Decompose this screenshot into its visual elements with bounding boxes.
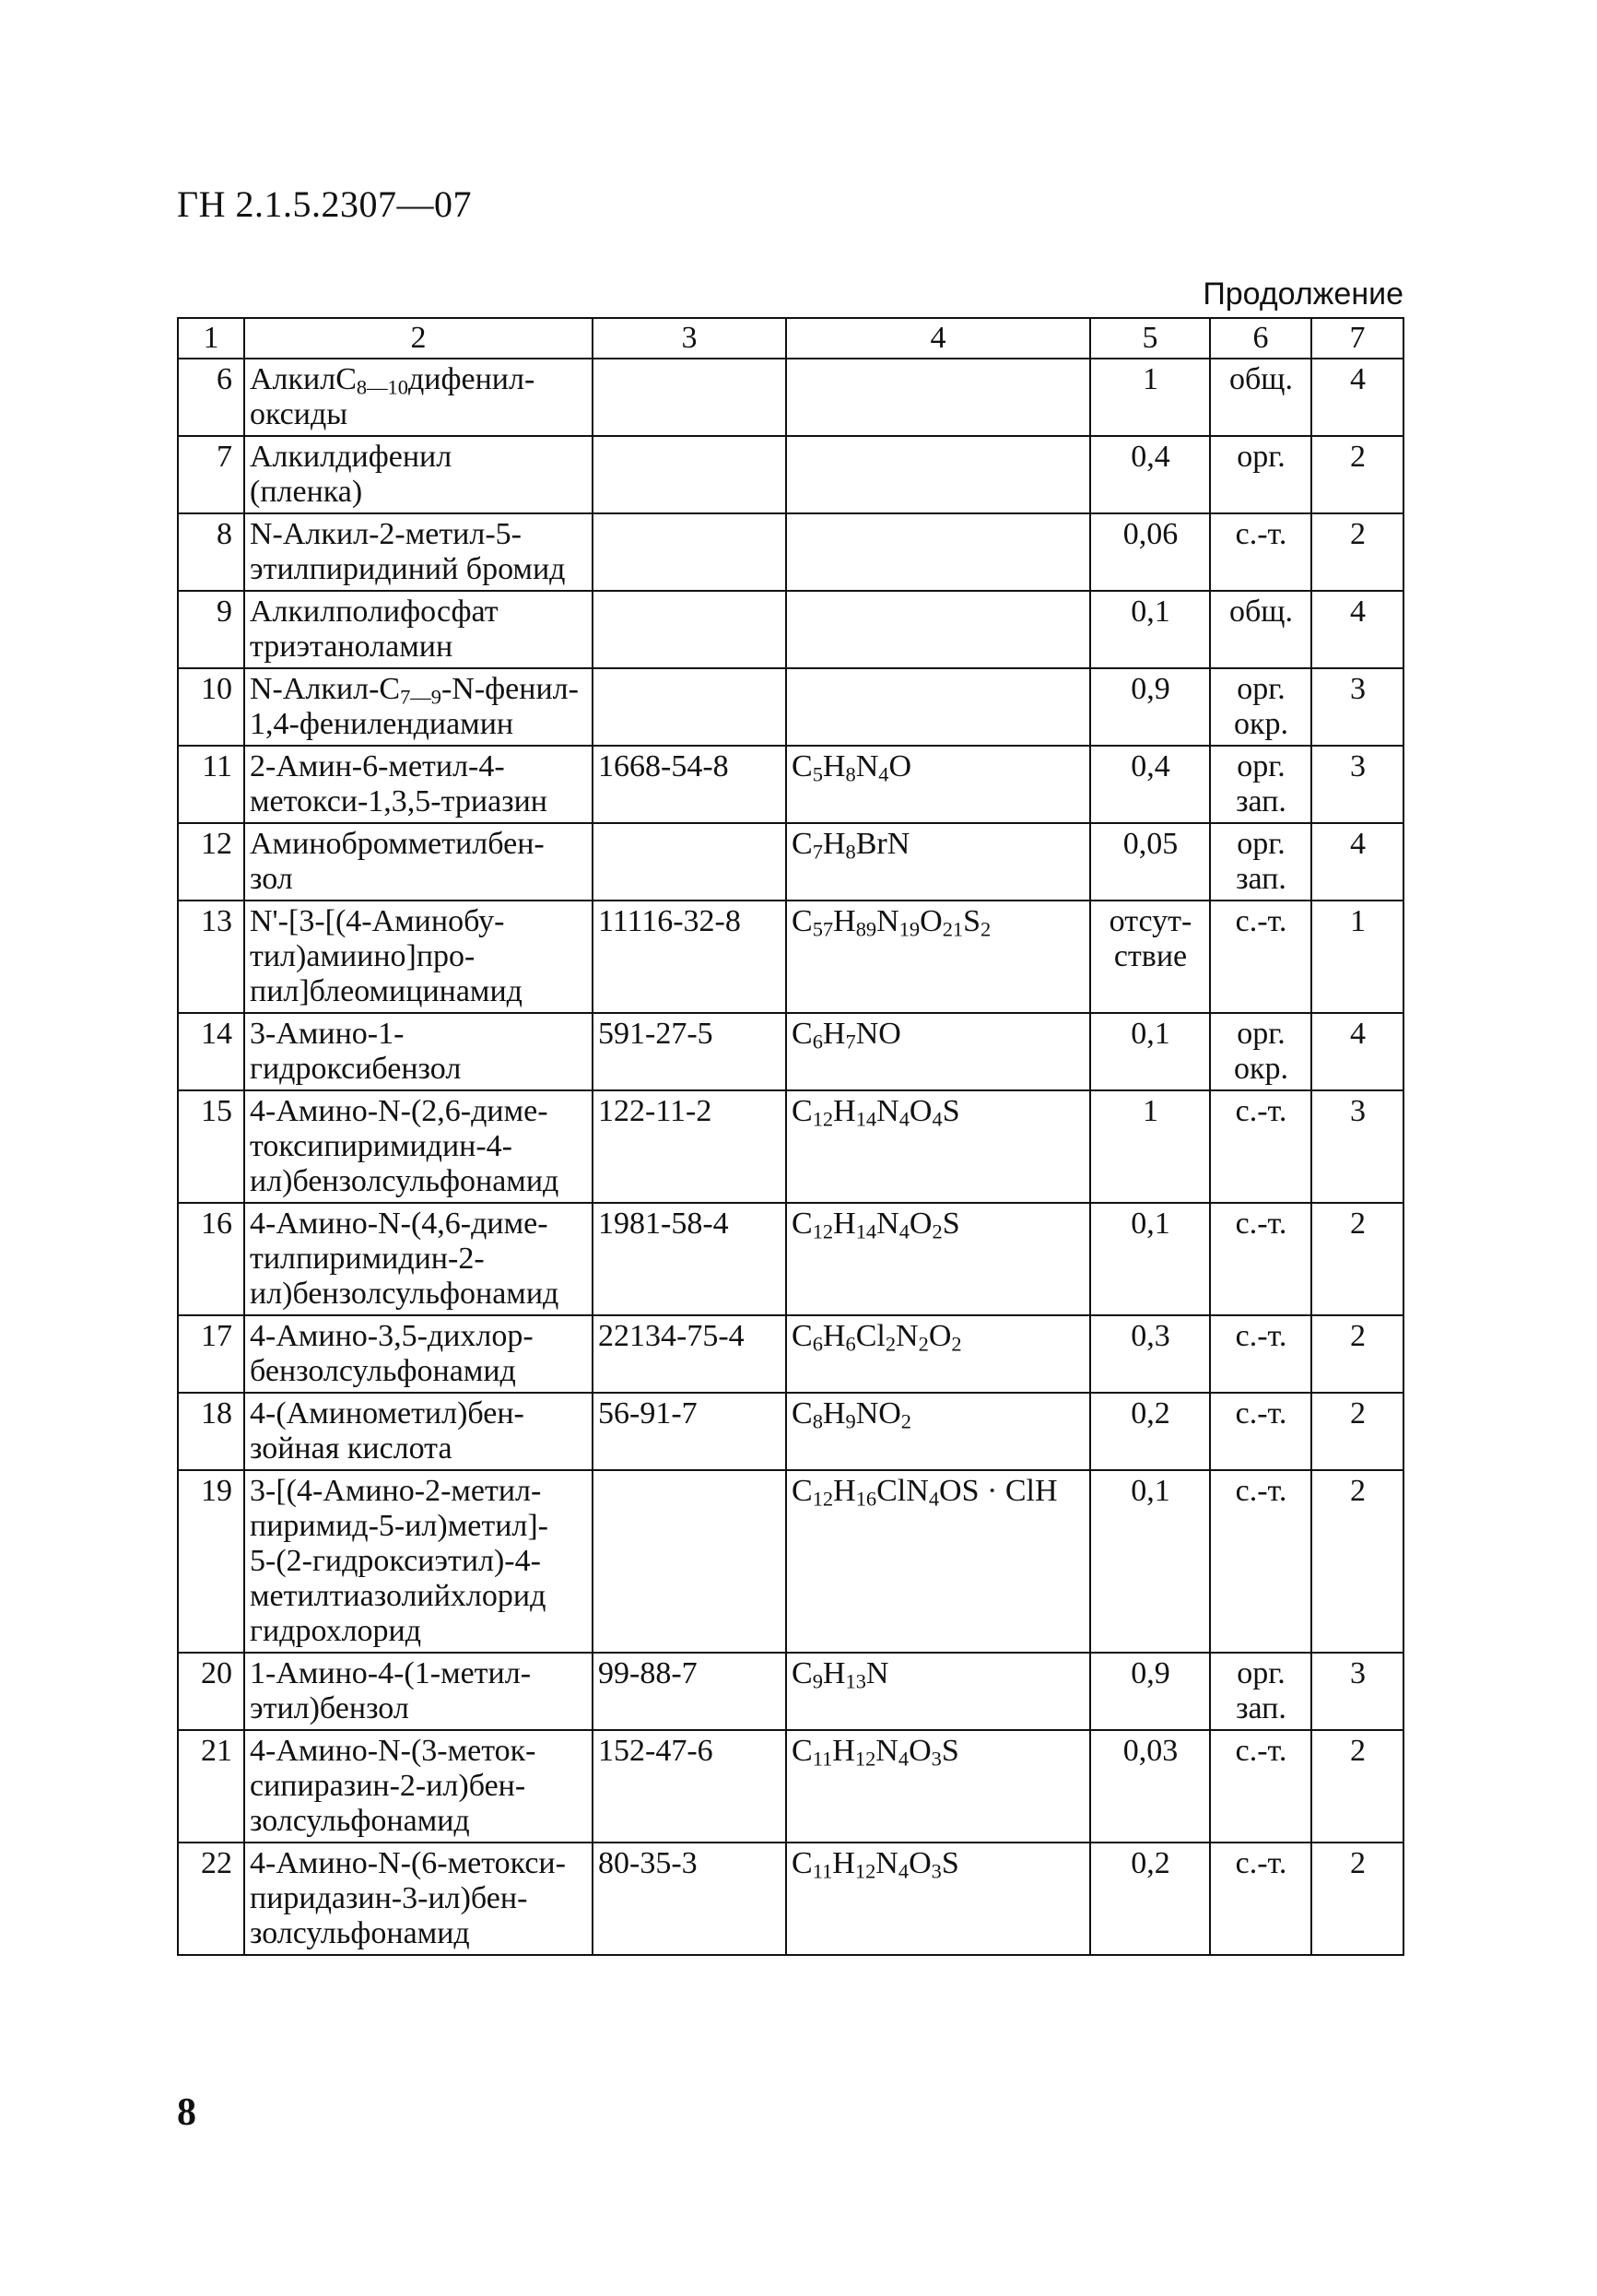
row-number-cell: 17 <box>178 1315 244 1393</box>
value-cell: 0,2 <box>1090 1393 1210 1470</box>
table-row <box>178 1843 1403 1955</box>
value-cell: 0,2 <box>1090 1843 1210 1955</box>
substance-name-cell: 4-Амино-N-(2,6-диме- токсипиримидин-4- ил)бензолсульфонамид <box>244 1090 593 1203</box>
column-header: 7 <box>1311 318 1403 359</box>
cas-number-cell <box>593 513 786 591</box>
cas-number-cell: 22134-75-4 <box>593 1315 786 1393</box>
table-row <box>178 823 1403 901</box>
substance-name-cell: 4-Амино-N-(4,6-диме- тилпиримидин-2- ил)бензолсульфонамид <box>244 1203 593 1315</box>
row-number-cell: 11 <box>178 746 244 823</box>
hazard-class-cell: 2 <box>1311 1470 1403 1653</box>
hazard-indicator-cell: общ. <box>1210 591 1311 668</box>
hazard-indicator-cell: с.-т. <box>1210 1090 1311 1203</box>
value-cell: 0,1 <box>1090 591 1210 668</box>
column-header: 5 <box>1090 318 1210 359</box>
hazard-class-cell: 2 <box>1311 1730 1403 1843</box>
table-row <box>178 436 1403 513</box>
column-header: 6 <box>1210 318 1311 359</box>
hazard-class-cell: 3 <box>1311 1090 1403 1203</box>
page-number: 8 <box>177 2091 196 2134</box>
hazard-class-cell: 4 <box>1311 359 1403 436</box>
table-row <box>178 591 1403 668</box>
table-row <box>178 1090 1403 1203</box>
hazard-indicator-cell: с.-т. <box>1210 513 1311 591</box>
value-cell: отсут- ствие <box>1090 901 1210 1013</box>
substance-name-cell: Алкилдифенил (пленка) <box>244 436 593 513</box>
hazard-indicator-cell: с.-т. <box>1210 1843 1311 1955</box>
table-row <box>178 359 1403 436</box>
substance-name-cell: 4-(Аминометил)бен- зойная кислота <box>244 1393 593 1470</box>
row-number-cell: 21 <box>178 1730 244 1843</box>
column-header: 1 <box>178 318 244 359</box>
substance-name-cell: N-Алкил-2-метил-5- этилпиридиний бромид <box>244 513 593 591</box>
row-number-cell: 15 <box>178 1090 244 1203</box>
substance-name-cell: 4-Амино-N-(3-меток- сипиразин-2-ил)бен- золсульфонамид <box>244 1730 593 1843</box>
row-number-cell: 10 <box>178 668 244 746</box>
hazard-indicator-cell: с.-т. <box>1210 1470 1311 1653</box>
row-number-cell: 18 <box>178 1393 244 1470</box>
row-number-cell: 12 <box>178 823 244 901</box>
formula-cell: $C_{57}H_{89}N_{19}O_{21}S_2$ <box>786 901 1090 1013</box>
formula-cell: $C_{12}H_{14}N_4O_2S$ <box>786 1203 1090 1315</box>
cas-number-cell: 152-47-6 <box>593 1730 786 1843</box>
table-row <box>178 668 1403 746</box>
cas-number-cell: 80-35-3 <box>593 1843 786 1955</box>
formula-cell: $C_{12}H_{16}ClN_4OS$ · ClH <box>786 1470 1090 1653</box>
row-number-cell: 14 <box>178 1013 244 1090</box>
value-cell: 1 <box>1090 1090 1210 1203</box>
row-number-cell: 20 <box>178 1653 244 1730</box>
substance-name-cell: 2-Амин-6-метил-4- метокси-1,3,5-триазин <box>244 746 593 823</box>
hazard-class-cell: 2 <box>1311 1393 1403 1470</box>
document-code: ГН 2.1.5.2307—07 <box>177 183 473 225</box>
formula-cell: $C_7H_8BrN$ <box>786 823 1090 901</box>
formula-cell: $C_{12}H_{14}N_4O_4S$ <box>786 1090 1090 1203</box>
table-row <box>178 1203 1403 1315</box>
substances-table <box>177 317 1404 1956</box>
row-number-cell: 13 <box>178 901 244 1013</box>
value-cell: 0,9 <box>1090 668 1210 746</box>
hazard-indicator-cell: с.-т. <box>1210 1315 1311 1393</box>
substance-name-cell: 3-Амино-1- гидроксибензол <box>244 1013 593 1090</box>
substance-name-cell: 3-[(4-Амино-2-метил- пиримид-5-ил)метил]- 5-(2-гидроксиэтил)-4- метилтиазолийхлорид гидрохлорид <box>244 1470 593 1653</box>
substance-name-cell: 4-Амино-N-(6-метокси- пиридазин-3-ил)бен- золсульфонамид <box>244 1843 593 1955</box>
column-number-row <box>178 318 1403 359</box>
hazard-class-cell: 2 <box>1311 1315 1403 1393</box>
cas-number-cell: 122-11-2 <box>593 1090 786 1203</box>
hazard-indicator-cell: с.-т. <box>1210 1203 1311 1315</box>
column-header: 3 <box>593 318 786 359</box>
formula-cell <box>786 513 1090 591</box>
formula-cell <box>786 668 1090 746</box>
formula-cell: $C_{11}H_{12}N_4O_3S$ <box>786 1730 1090 1843</box>
hazard-indicator-cell: общ. <box>1210 359 1311 436</box>
value-cell: 0,06 <box>1090 513 1210 591</box>
substance-name-cell: 1-Амино-4-(1-метил- этил)бензол <box>244 1653 593 1730</box>
hazard-indicator-cell: орг. зап. <box>1210 823 1311 901</box>
formula-cell <box>786 591 1090 668</box>
table-row <box>178 1730 1403 1843</box>
formula-cell <box>786 359 1090 436</box>
hazard-indicator-cell: орг. окр. <box>1210 668 1311 746</box>
hazard-class-cell: 1 <box>1311 901 1403 1013</box>
hazard-indicator-cell: с.-т. <box>1210 1393 1311 1470</box>
hazard-class-cell: 4 <box>1311 591 1403 668</box>
cas-number-cell: 56-91-7 <box>593 1393 786 1470</box>
hazard-class-cell: 3 <box>1311 746 1403 823</box>
hazard-class-cell: 2 <box>1311 513 1403 591</box>
hazard-indicator-cell: орг. зап. <box>1210 746 1311 823</box>
formula-cell: $C_5H_8N_4O$ <box>786 746 1090 823</box>
row-number-cell: 9 <box>178 591 244 668</box>
hazard-indicator-cell: орг. зап. <box>1210 1653 1311 1730</box>
cas-number-cell: 591-27-5 <box>593 1013 786 1090</box>
table-row <box>178 513 1403 591</box>
cas-number-cell: 99-88-7 <box>593 1653 786 1730</box>
substance-name-cell: Алкилполифосфат триэтаноламин <box>244 591 593 668</box>
table-row <box>178 901 1403 1013</box>
row-number-cell: 16 <box>178 1203 244 1315</box>
hazard-indicator-cell: орг. окр. <box>1210 1013 1311 1090</box>
value-cell: 0,4 <box>1090 746 1210 823</box>
value-cell: 0,05 <box>1090 823 1210 901</box>
row-number-cell: 7 <box>178 436 244 513</box>
formula-cell: $C_9H_{13}N$ <box>786 1653 1090 1730</box>
table-row <box>178 1653 1403 1730</box>
row-number-cell: 22 <box>178 1843 244 1955</box>
value-cell: 1 <box>1090 359 1210 436</box>
row-number-cell: 8 <box>178 513 244 591</box>
hazard-indicator-cell: с.-т. <box>1210 901 1311 1013</box>
value-cell: 0,4 <box>1090 436 1210 513</box>
hazard-indicator-cell: с.-т. <box>1210 1730 1311 1843</box>
substance-name-cell: $N-Алкил-C_{7—9}-N-фенил-$ 1,4-фенилендиамин <box>244 668 593 746</box>
table-row <box>178 746 1403 823</box>
value-cell: 0,1 <box>1090 1013 1210 1090</box>
cas-number-cell <box>593 436 786 513</box>
cas-number-cell <box>593 359 786 436</box>
formula-cell: $C_{11}H_{12}N_4O_3S$ <box>786 1843 1090 1955</box>
column-header: 2 <box>244 318 593 359</box>
row-number-cell: 6 <box>178 359 244 436</box>
hazard-class-cell: 3 <box>1311 668 1403 746</box>
value-cell: 0,3 <box>1090 1315 1210 1393</box>
formula-cell: $C_8H_9NO_2$ <box>786 1393 1090 1470</box>
continuation-label: Продолжение <box>1203 277 1403 312</box>
column-header: 4 <box>786 318 1090 359</box>
cas-number-cell: 1668-54-8 <box>593 746 786 823</box>
cas-number-cell <box>593 668 786 746</box>
hazard-class-cell: 2 <box>1311 436 1403 513</box>
hazard-class-cell: 4 <box>1311 1013 1403 1090</box>
substance-name-cell: Аминобромметилбен- зол <box>244 823 593 901</box>
substance-name-cell: 4-Амино-3,5-дихлор- бензолсульфонамид <box>244 1315 593 1393</box>
hazard-class-cell: 2 <box>1311 1203 1403 1315</box>
hazard-class-cell: 2 <box>1311 1843 1403 1955</box>
value-cell: 0,1 <box>1090 1203 1210 1315</box>
hazard-indicator-cell: орг. <box>1210 436 1311 513</box>
table-row <box>178 1013 1403 1090</box>
cas-number-cell <box>593 823 786 901</box>
cas-number-cell: 1981-58-4 <box>593 1203 786 1315</box>
value-cell: 0,1 <box>1090 1470 1210 1653</box>
substance-name-cell: АлкилC$_{8—10}$дифенил- оксиды <box>244 359 593 436</box>
value-cell: 0,03 <box>1090 1730 1210 1843</box>
hazard-class-cell: 4 <box>1311 823 1403 901</box>
hazard-class-cell: 3 <box>1311 1653 1403 1730</box>
cas-number-cell: 11116-32-8 <box>593 901 786 1013</box>
cas-number-cell <box>593 1470 786 1653</box>
table-row <box>178 1470 1403 1653</box>
table-row <box>178 1393 1403 1470</box>
table-row <box>178 1315 1403 1393</box>
row-number-cell: 19 <box>178 1470 244 1653</box>
formula-cell: $C_6H_6Cl_2N_2O_2$ <box>786 1315 1090 1393</box>
formula-cell: $C_6H_7NO$ <box>786 1013 1090 1090</box>
formula-cell <box>786 436 1090 513</box>
substance-name-cell: N'-[3-[(4-Аминобу- тил)амиино]про- пил]блеомицинамид <box>244 901 593 1013</box>
value-cell: 0,9 <box>1090 1653 1210 1730</box>
cas-number-cell <box>593 591 786 668</box>
